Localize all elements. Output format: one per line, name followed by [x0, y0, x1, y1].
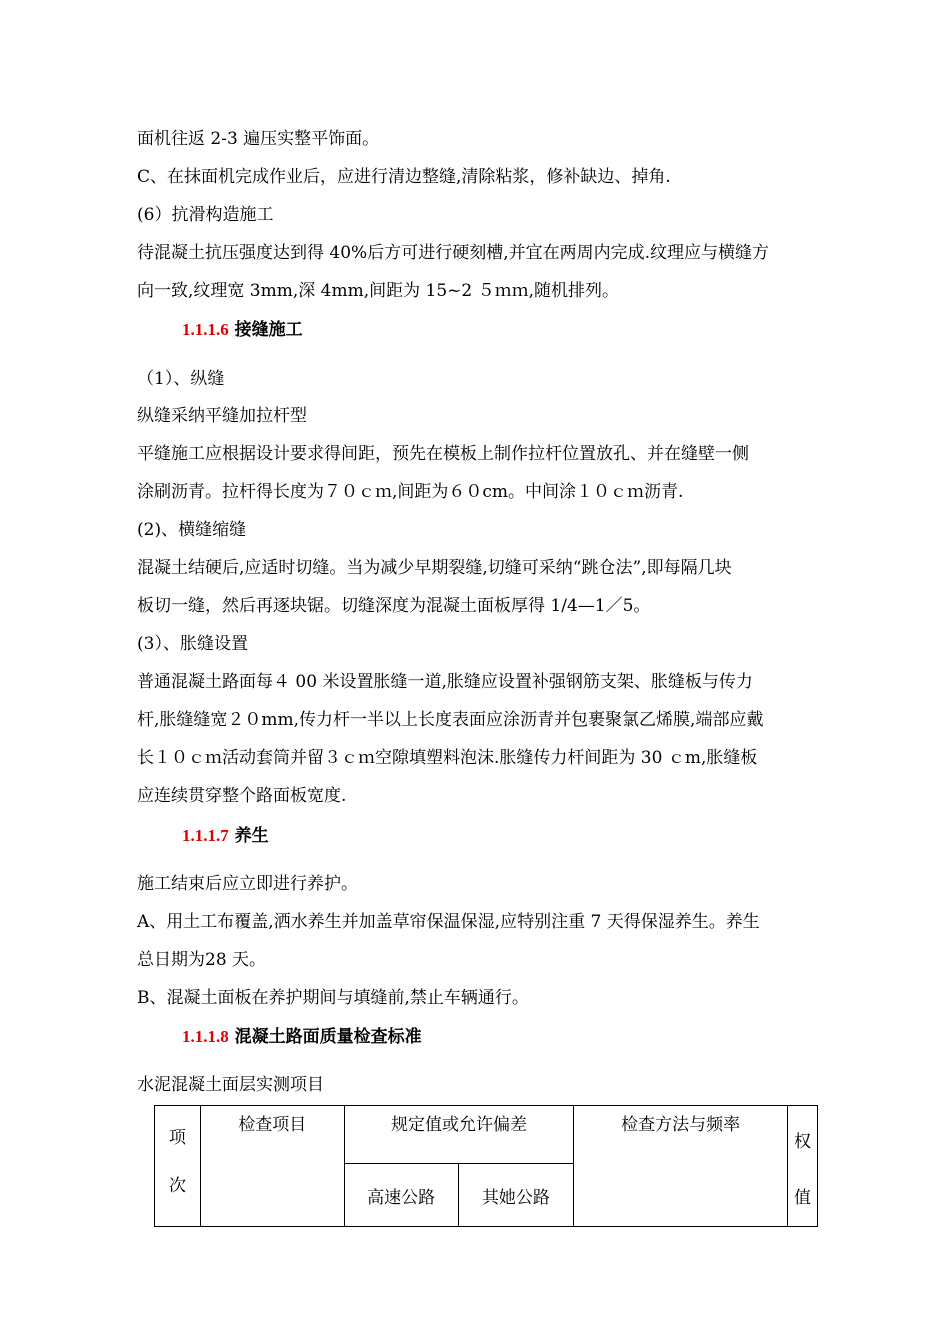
paragraph-line: 涂刷沥青。拉杆得长度为７０ｃｍ,间距为６０cm。中间涂１０ｃｍ沥青. [137, 482, 684, 502]
paragraph-line: 总日期为28 天。 [137, 950, 267, 970]
section-title: 接缝施工 [228, 320, 303, 340]
header-highway: 高速公路 [344, 1164, 458, 1227]
paragraph-line: 施工结束后应立即进行养护。 [137, 874, 358, 894]
paragraph-line: 普通混凝土路面每４ 00 米设置胀缝一道,胀缝应设置补强钢筋支架、胀缝板与传力 [137, 672, 753, 692]
paragraph-line: （1）、纵缝 [137, 369, 225, 389]
paragraph-line: 长１０ｃｍ活动套筒并留３ｃｍ空隙填塑料泡沫.胀缝传力杆间距为 30 ｃm,胀缝板 [137, 748, 758, 768]
paragraph-line: 纵缝采纳平缝加拉杆型 [137, 406, 307, 426]
paragraph-line: 向一致,纹理宽 3mm,深 4mm,间距为 15~2 ５ｍｍ,随机排列。 [137, 281, 620, 301]
paragraph-line: 混凝土结硬后,应适时切缝。当为减少早期裂缝,切缝可采纳“跳仓法”,即每隔几块 [137, 558, 732, 578]
section-title: 混凝土路面质量检查标准 [228, 1027, 422, 1047]
table-caption: 水泥混凝土面层实测项目 [137, 1075, 324, 1095]
paragraph-line: (2)、横缝缩缝 [137, 520, 247, 540]
header-weight-char1: 权 [793, 1132, 811, 1152]
section-heading [182, 1026, 422, 1048]
paragraph-line: 杆,胀缝缝宽２０mm,传力杆一半以上长度表面应涂沥青并包裹聚氯乙烯膜,端部应戴 [137, 710, 764, 730]
section-heading [182, 319, 303, 341]
paragraph-line: 面机往返 2-3 遍压实整平饰面。 [137, 129, 380, 149]
header-check-item: 检查项目 [200, 1106, 344, 1227]
paragraph-line: (3）、胀缝设置 [137, 634, 248, 654]
header-item-no-char2: 次 [168, 1176, 186, 1196]
section-heading [182, 825, 269, 847]
paragraph-line: (6）抗滑构造施工 [137, 205, 274, 225]
header-spec: 规定值或允许偏差 [344, 1106, 574, 1164]
paragraph-line: 平缝施工应根据设计要求得间距，预先在模板上制作拉杆位置放孔、并在缝壁一侧 [137, 444, 749, 464]
paragraph-line: C、在抹面机完成作业后，应进行清边整缝,清除粘浆，修补缺边、掉角. [137, 167, 671, 187]
paragraph-line: 应连续贯穿整个路面板宽度. [137, 786, 347, 806]
paragraph-line: 板切一缝，然后再逐块锯。切缝深度为混凝土面板厚得 1/4—1／5。 [137, 596, 651, 616]
header-method: 检查方法与频率 [574, 1106, 788, 1227]
section-title: 养生 [228, 826, 269, 846]
section-number: 1.1.1.7 [182, 826, 229, 845]
header-weight-char2: 值 [793, 1188, 811, 1208]
section-number: 1.1.1.6 [182, 320, 229, 339]
header-weight [787, 1106, 817, 1227]
header-item-no [155, 1106, 201, 1227]
paragraph-line: B、混凝土面板在养护期间与填缝前,禁止车辆通行。 [137, 988, 529, 1008]
section-number: 1.1.1.8 [182, 1027, 229, 1046]
paragraph-line: A、用土工布覆盖,洒水养生并加盖草帘保温保湿,应特别注重 7 天得保湿养生。养生 [137, 912, 760, 932]
paragraph-line: 待混凝土抗压强度达到得 40%后方可进行硬刻槽,并宜在两周内完成.纹理应与横缝方 [137, 243, 769, 263]
header-item-no-char1: 项 [168, 1128, 186, 1148]
header-other-road: 其她公路 [458, 1164, 574, 1227]
inspection-table [154, 1105, 818, 1227]
